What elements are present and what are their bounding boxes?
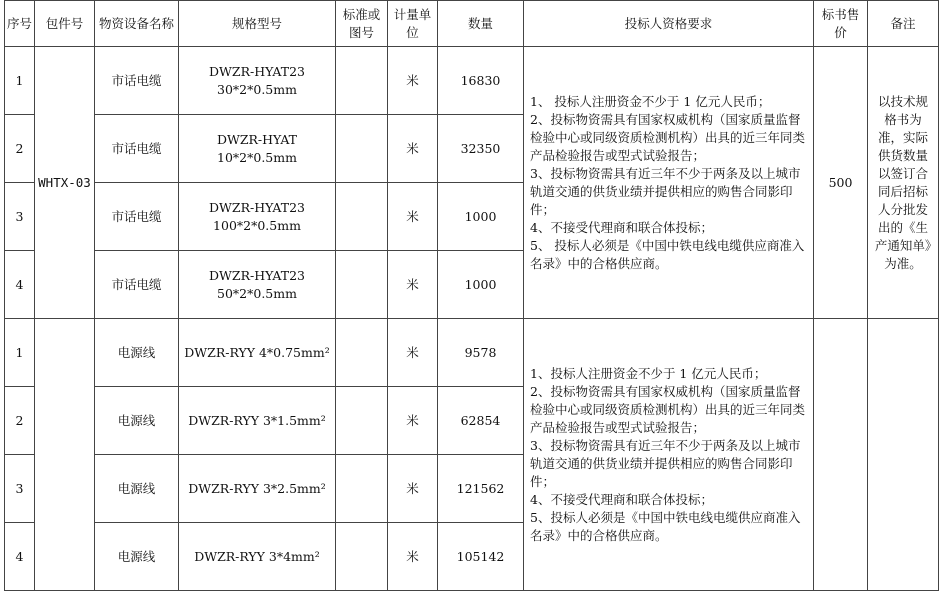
cell-spec: DWZR-RYY 3*1.5mm² (179, 387, 336, 455)
cell-seq: 2 (5, 387, 35, 455)
cell-quantity: 16830 (438, 47, 524, 115)
cell-spec: DWZR-HYAT 10*2*0.5mm (179, 115, 336, 183)
requirement-item: 1、投标人注册资金不少于 1 亿元人民币； (530, 365, 767, 381)
cell-seq: 2 (5, 115, 35, 183)
cell-unit: 米 (388, 47, 438, 115)
requirement-item: 3、投标物资需具有近三年不少于两条及以上城市轨道交通的供货业绩并提供相应的购售合同影印件； (530, 165, 801, 217)
requirement-item: 1、 投标人注册资金不少于 1 亿元人民币； (530, 93, 771, 109)
cell-material-name: 市话电缆 (95, 251, 179, 319)
cell-material-name: 电源线 (95, 455, 179, 523)
header-note: 备注 (868, 1, 939, 47)
header-package: 包件号 (35, 1, 95, 47)
requirement-item: 5、 投标人必须是《中国中铁电线电缆供应商准入名录》中的合格供应商。 (530, 237, 805, 271)
cell-requirements (524, 319, 814, 591)
cell-standard (336, 183, 388, 251)
cell-unit: 米 (388, 183, 438, 251)
cell-requirements (524, 47, 814, 319)
cell-unit: 米 (388, 387, 438, 455)
cell-seq: 4 (5, 523, 35, 591)
cell-package-id (35, 319, 95, 591)
requirement-item: 3、投标物资需具有近三年不少于两条及以上城市轨道交通的供货业绩并提供相应的购售合同影印件； (530, 437, 801, 489)
cell-material-name: 电源线 (95, 319, 179, 387)
cell-spec: DWZR-RYY 3*4mm² (179, 523, 336, 591)
table-row (5, 47, 939, 115)
cell-spec: DWZR-RYY 4*0.75mm² (179, 319, 336, 387)
requirement-item: 4、不接受代理商和联合体投标； (530, 219, 713, 235)
cell-material-name: 市话电缆 (95, 47, 179, 115)
requirement-item: 4、不接受代理商和联合体投标； (530, 491, 713, 507)
requirement-item: 2、投标物资需具有国家权威机构（国家质量监督检验中心或同级资质检测机构）出具的近三年同类产品检验报告或型式试验报告； (530, 383, 806, 435)
cell-unit: 米 (388, 251, 438, 319)
bid-items-table (4, 0, 939, 591)
cell-note (868, 319, 939, 591)
header-quantity: 数量 (438, 1, 524, 47)
cell-material-name: 市话电缆 (95, 115, 179, 183)
cell-quantity: 1000 (438, 183, 524, 251)
cell-seq: 3 (5, 455, 35, 523)
cell-standard (336, 47, 388, 115)
cell-standard (336, 455, 388, 523)
cell-spec: DWZR-RYY 3*2.5mm² (179, 455, 336, 523)
cell-standard (336, 251, 388, 319)
cell-material-name: 电源线 (95, 387, 179, 455)
cell-spec: DWZR-HYAT23 50*2*0.5mm (179, 251, 336, 319)
header-standard: 标准或图号 (336, 1, 388, 47)
cell-unit: 米 (388, 523, 438, 591)
cell-unit: 米 (388, 455, 438, 523)
cell-quantity: 32350 (438, 115, 524, 183)
cell-package-id: WHTX-03 (35, 47, 95, 319)
table-row (5, 319, 939, 387)
cell-standard (336, 523, 388, 591)
cell-price: 500 (814, 47, 868, 319)
cell-material-name: 市话电缆 (95, 183, 179, 251)
header-seq: 序号 (5, 1, 35, 47)
requirement-item: 2、投标物资需具有国家权威机构（国家质量监督检验中心或同级资质检测机构）出具的近三年同类产品检验报告或型式试验报告； (530, 111, 806, 163)
cell-spec: DWZR-HYAT23 30*2*0.5mm (179, 47, 336, 115)
cell-seq: 4 (5, 251, 35, 319)
cell-seq: 1 (5, 47, 35, 115)
header-material-name: 物资设备名称 (95, 1, 179, 47)
header-unit: 计量单位 (388, 1, 438, 47)
cell-price (814, 319, 868, 591)
cell-quantity: 105142 (438, 523, 524, 591)
cell-quantity: 121562 (438, 455, 524, 523)
cell-unit: 米 (388, 319, 438, 387)
cell-standard (336, 319, 388, 387)
header-row (5, 1, 939, 47)
cell-quantity: 9578 (438, 319, 524, 387)
cell-quantity: 1000 (438, 251, 524, 319)
cell-standard (336, 387, 388, 455)
cell-seq: 1 (5, 319, 35, 387)
cell-note: 以技术规格书为准，实际供货数量以签订合同后招标人分批发出的《生产通知单》为准。 (868, 47, 939, 319)
header-price: 标书售价 (814, 1, 868, 47)
requirement-item: 5、投标人必须是《中国中铁电线电缆供应商准入名录》中的合格供应商。 (530, 509, 801, 543)
cell-unit: 米 (388, 115, 438, 183)
cell-quantity: 62854 (438, 387, 524, 455)
cell-standard (336, 115, 388, 183)
cell-material-name: 电源线 (95, 523, 179, 591)
header-spec: 规格型号 (179, 1, 336, 47)
cell-spec: DWZR-HYAT23 100*2*0.5mm (179, 183, 336, 251)
cell-seq: 3 (5, 183, 35, 251)
header-requirements: 投标人资格要求 (524, 1, 814, 47)
